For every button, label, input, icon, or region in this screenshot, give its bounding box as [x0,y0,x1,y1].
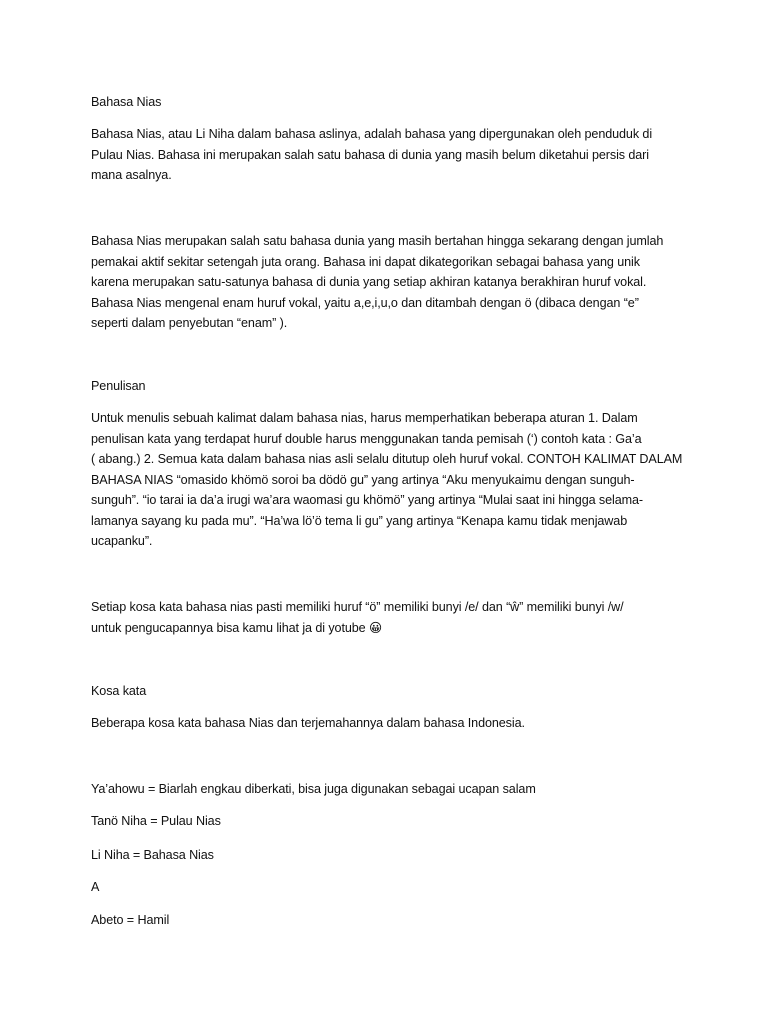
vocabulary-entry: Abeto = Hamil [91,913,170,927]
paragraph-intro [91,124,691,186]
text-line: mana asalnya. [91,168,172,182]
heading-bahasa-nias: Bahasa Nias [91,95,162,109]
text-line: Bahasa Nias mengenal enam huruf vokal, yaitu a,e,i,u,o dan ditambah dengan ö (dibaca dengan “e” [91,295,639,310]
text-line: ucapanku”. [91,534,153,548]
vocabulary-entry: Tanö Niha = Pulau Nias [91,814,221,828]
text-line: untuk pengucapannya bisa kamu lihat ja di yotube 😀 [91,620,382,635]
heading-penulisan: Penulisan [91,379,146,393]
text-line: Bahasa Nias merupakan salah satu bahasa dunia yang masih bertahan hingga sekarang dengan jumlah [91,234,664,248]
text-line: seperti dalam penyebutan “enam” ). [91,316,288,330]
text-line: Untuk menulis sebuah kalimat dalam bahasa nias, harus memperhatikan beberapa aturan 1. Dalam [91,411,638,425]
text-line: Setiap kosa kata bahasa nias pasti memiliki huruf “ö” memiliki bunyi /e/ dan “ŵ” memiliki bunyi /w/ [91,600,624,614]
text-line: Bahasa Nias, atau Li Niha dalam bahasa aslinya, adalah bahasa yang dipergunakan oleh penduduk di [91,127,653,141]
vocabulary-entry: Ya’ahowu = Biarlah engkau diberkati, bisa juga digunakan sebagai ucapan salam [91,782,536,796]
vocabulary-entry: Li Niha = Bahasa Nias [91,848,214,862]
heading-kosa-kata: Kosa kata [91,684,147,698]
text-line: karena merupakan satu-satunya bahasa di dunia yang setiap akhiran katanya berakhiran huruf vokal. [91,275,647,289]
paragraph-vocabulary-intro: Beberapa kosa kata bahasa Nias dan terjemahannya dalam bahasa Indonesia. [91,716,525,730]
text-line: ( abang.) 2. Semua kata dalam bahasa nias asli selalu ditutup oleh huruf vokal. CONTOH KALIMAT DALAM [91,452,683,466]
paragraph-writing-rules [91,408,691,552]
text-line: sunguh”. “io tarai ia da’a irugi wa’ara waomasi gu khömö” yang artinya “Mulai saat ini hingga selama- [91,493,644,507]
text-line: pemakai aktif sekitar setengah juta orang. Bahasa ini dapat dikategorikan sebagai bahasa yang unik [91,254,640,269]
paragraph-description [91,231,691,334]
text-line: penulisan kata yang terdapat huruf double harus menggunakan tanda pemisah (‘) contoh kata : Ga’a [91,431,642,446]
text-line: BAHASA NIAS “omasido khömö soroi ba dödö gu” yang artinya “Aku menyukaimu dengan sunguh- [91,472,635,487]
paragraph-pronunciation [91,597,691,638]
text-line: lamanya sayang ku pada mu”. “Ha’wa lö’ö tema li gu” yang artinya “Kenapa kamu tidak menjawab [91,513,628,528]
section-letter-a: A [91,880,100,894]
text-line: Pulau Nias. Bahasa ini merupakan salah satu bahasa di dunia yang masih belum diketahui persis dari [91,147,649,162]
